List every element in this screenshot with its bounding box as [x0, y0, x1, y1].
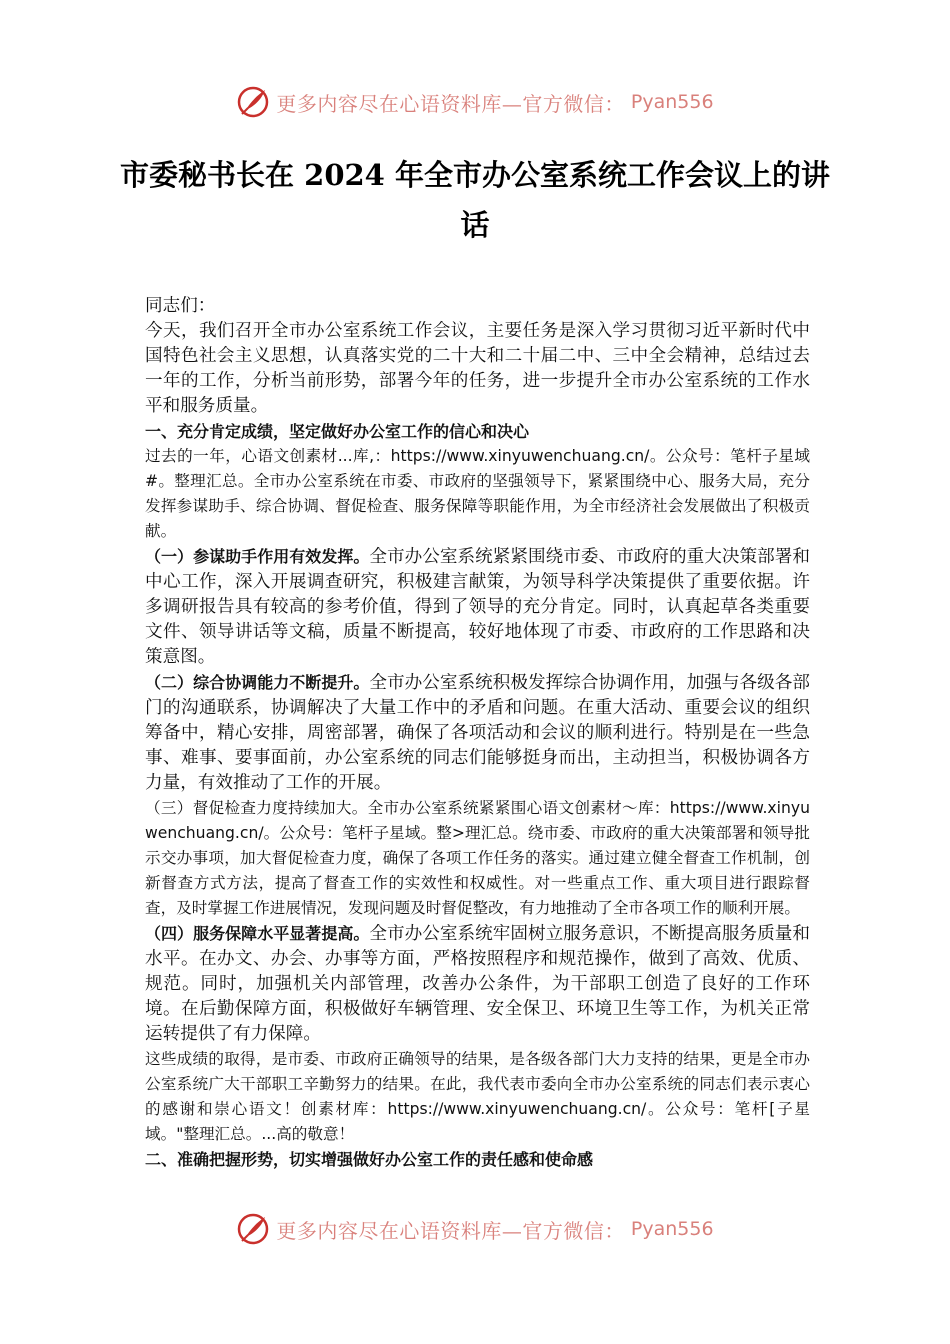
document-body — [145, 294, 810, 1172]
banner-text: 更多内容尽在心语资料库—官方微信： — [276, 91, 625, 116]
subsection-4 — [145, 921, 810, 1047]
subsection-2-lead: （二）综合协调能力不断提升。 — [145, 673, 370, 692]
subsection-3 — [145, 796, 810, 921]
quill-logo-icon — [236, 1212, 270, 1246]
section-1-heading: 一、充分肯定成绩，坚定做好办公室工作的信心和决心 — [145, 422, 530, 441]
subsection-1 — [145, 544, 810, 670]
salutation: 同志们： — [145, 296, 216, 316]
banner-wechat-id: Pyan556 — [630, 91, 714, 113]
subsection-4-lead: （四）服务保障水平显著提高。 — [145, 924, 370, 943]
subsection-2 — [145, 670, 810, 796]
subsection-4-body: 全市办公室系统牢固树立服务意识，不断提高服务质量和水平。在办文、办会、办事等方面，严格按照程序和规范操作，做到了高效、优质、规范。同时，加强机关内部管理，改善办公条件，为干部职工创造了良好的工作环境。在后勤保障方面，积极做好车辆管理、安全保卫、环境卫生等工作，为机关正常运转提供了有力保障。 — [145, 924, 810, 1044]
banner-wechat-id: Pyan556 — [630, 1218, 714, 1240]
intro-paragraph: 今天，我们召开全市办公室系统工作会议，主要任务是深入学习贯彻习近平新时代中国特色社会主义思想，认真落实党的二十大和二十届二中、三中全会精神，总结过去一年的工作，分析当前形势，部署今年的任务，进一步提升全市办公室系统的工作水平和服务质量。 — [145, 321, 810, 416]
closing-paragraph: 这些成绩的取得，是市委、市政府正确领导的结果，是各级各部门大力支持的结果，更是全市办公室系统广大干部职工辛勤努力的结果。在此，我代表市委向全市办公室系统的同志们表示衷心的感谢和崇心语文！创素材库：https://www.xinyuwenchuang.cn/。公众号：笔杆[子星域。"整理汇总。...高的敬意！ — [145, 1050, 810, 1143]
subsection-1-body: 全市办公室系统紧紧围绕市委、市政府的重大决策部署和中心工作，深入开展调查研究，积极建言献策，为领导科学决策提供了重要依据。许多调研报告具有较高的参考价值，得到了领导的充分肯定。同时，认真起草各类重要文件、领导讲话等文稿，质量不断提高，较好地体现了市委、市政府的工作思路和决策意图。 — [145, 547, 810, 667]
subsection-1-lead: （一）参谋助手作用有效发挥。 — [145, 547, 370, 566]
page-title: 市委秘书长在 2024 年全市办公室系统工作会议上的讲话 — [120, 158, 830, 242]
section-1-intro: 过去的一年，心语文创素材...库,：https://www.xinyuwenchuang.cn/。公众号：笔杆子星域#。整理汇总。全市办公室系统在市委、市政府的坚强领导下，紧紧围绕中心、服务大局，充分发挥参谋助手、综合协调、督促检查、服务保障等职能作用，为全市经济社会发展做出了积极贡献。 — [145, 447, 810, 540]
subsection-3-lead: （三）督促检查力度持续加大。 — [145, 799, 368, 817]
subsection-2-body: 全市办公室系统积极发挥综合协调作用，加强与各级各部门的沟通联系，协调解决了大量工作中的矛盾和问题。在重大活动、重要会议的组织筹备中，精心安排，周密部署，确保了各项活动和会议的顺利进行。特别是在一些急事、难事、要事面前，办公室系统的同志们能够挺身而出，主动担当，积极协调各方力量，有效推动了工作的开展。 — [145, 673, 810, 793]
header-watermark-banner — [0, 82, 950, 122]
subsection-3-body: 全市办公室系统紧紧围心语文创素材～库：https://www.xinyuwenchuang.cn/。公众号：笔杆子星域。整>理汇总。绕市委、市政府的重大决策部署和领导批示交办事项，加大督促检查力度，确保了各项工作任务的落实。通过建立健全督查工作机制，创新督查方式方法，提高了督查工作的实效性和权威性。对一些重点工作、重大项目进行跟踪督查，及时掌握工作进展情况，发现问题及时督促整改，有力地推动了全市各项工作的顺利开展。 — [145, 799, 810, 917]
section-2-heading: 二、准确把握形势，切实增强做好办公室工作的责任感和使命感 — [145, 1150, 594, 1169]
banner-text: 更多内容尽在心语资料库—官方微信： — [276, 1218, 625, 1243]
footer-watermark-banner — [0, 1209, 950, 1249]
quill-logo-icon — [236, 85, 270, 119]
